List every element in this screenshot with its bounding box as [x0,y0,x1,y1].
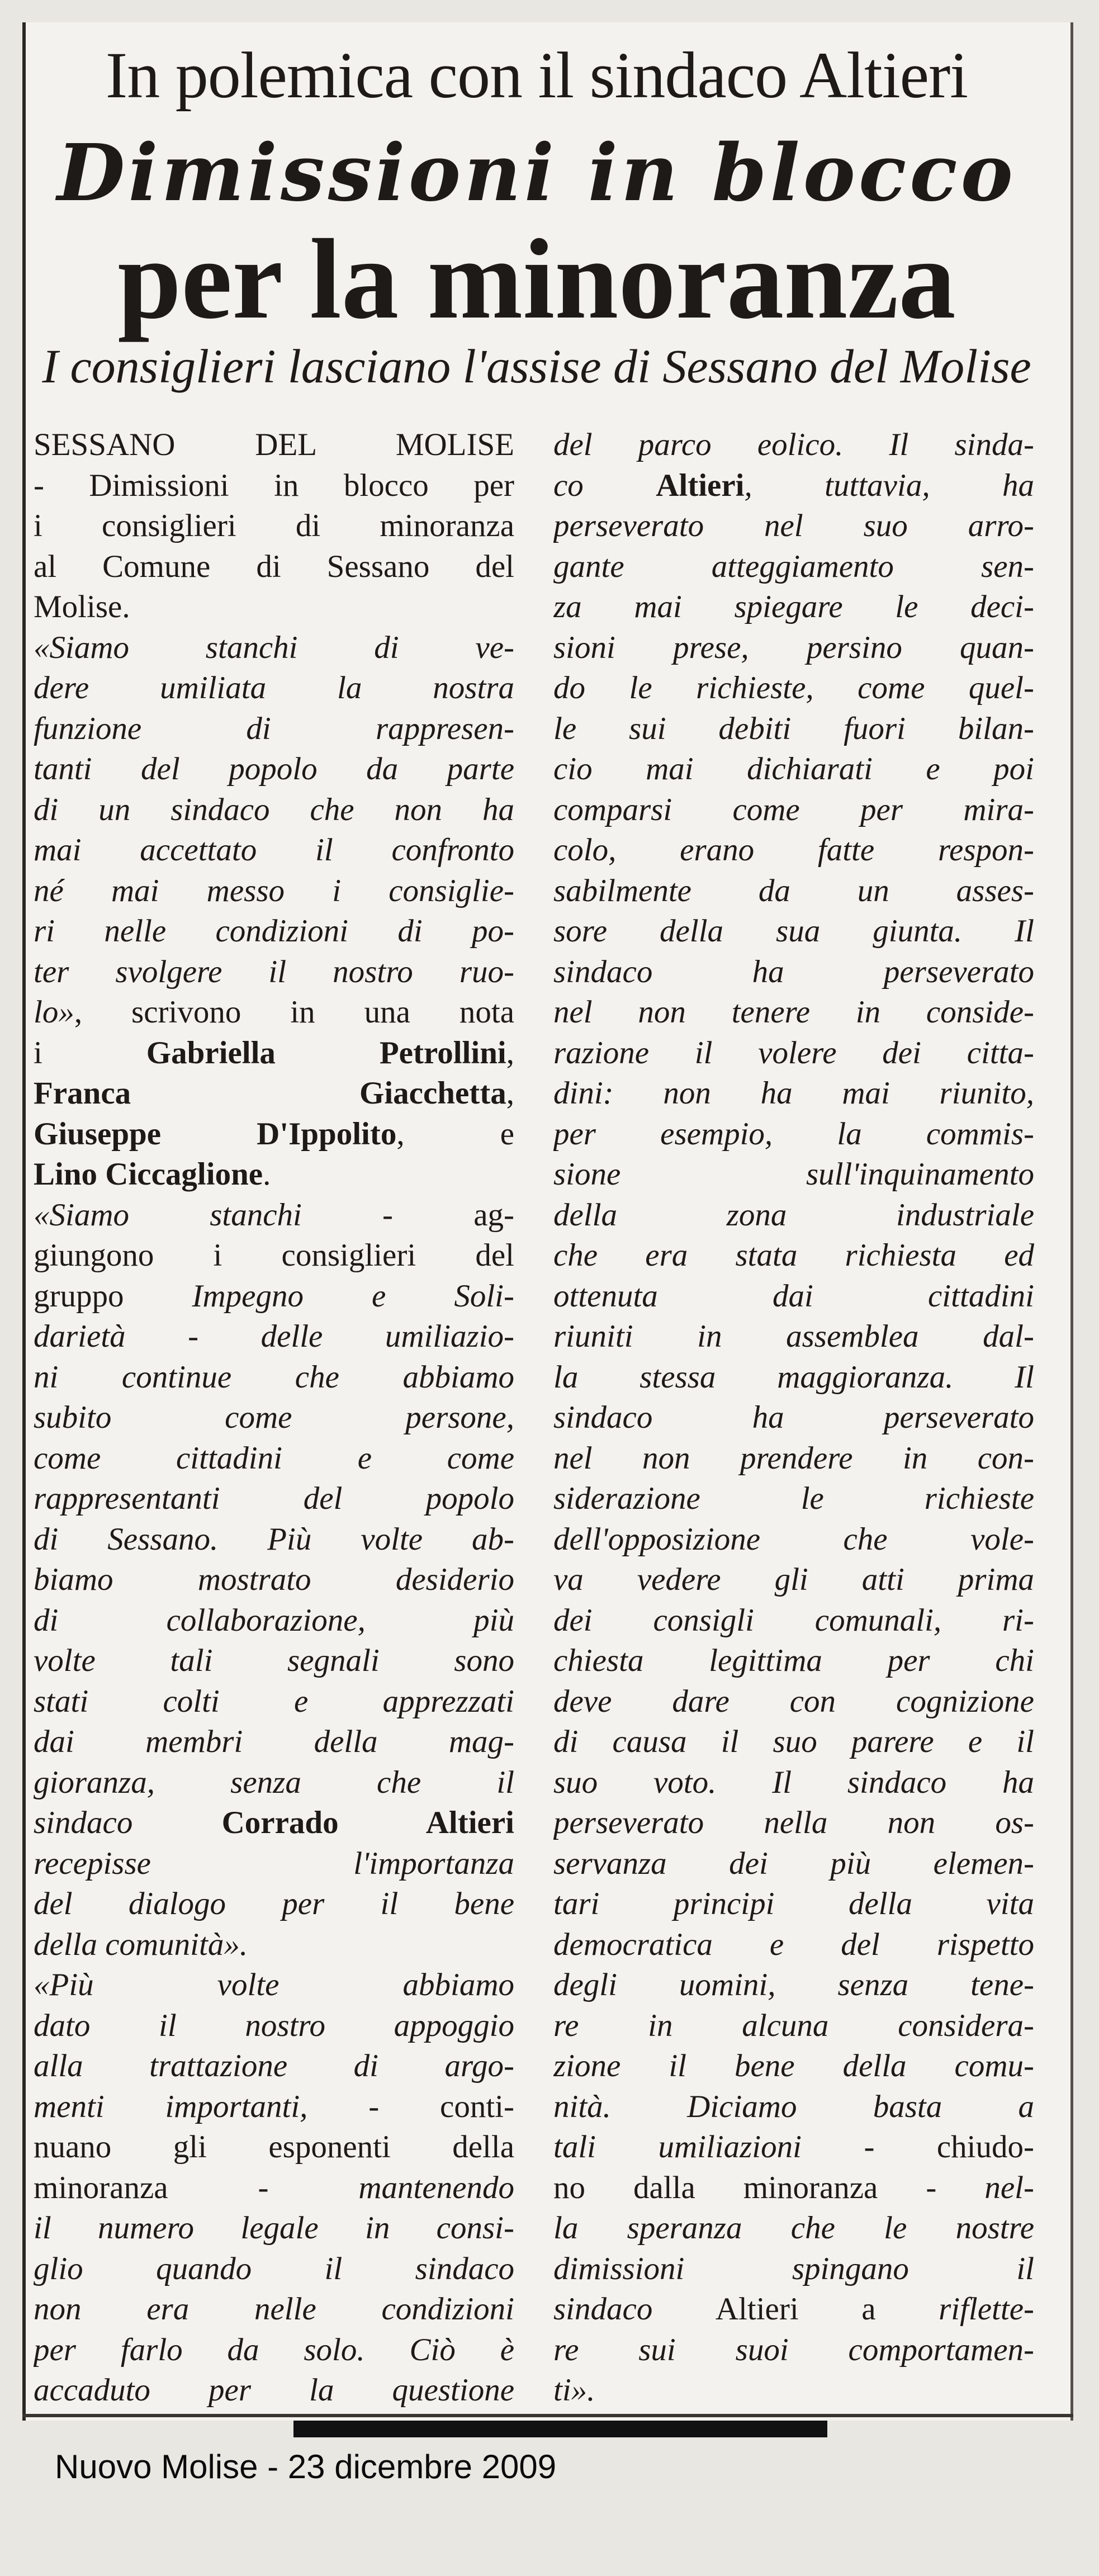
article-text-segment: deve dare con cognizione [553,1683,1034,1719]
article-text-line [553,628,1034,669]
article-text-line [34,1114,514,1155]
article-text-segment: ri nelle condizioni di po- [34,913,514,949]
article-text-line [553,1479,1034,1519]
article-text-line [553,2168,1034,2209]
article-text-line [34,1844,514,1884]
article-text-segment: zione il bene della comu- [553,2048,1034,2083]
article-text-line [553,2370,1034,2411]
article-text-line [34,668,514,709]
article-text-line [34,1154,514,1195]
article-text-line [553,1114,1034,1155]
article-text-segment: lo» [34,995,74,1030]
article-text-line [553,1722,1034,1763]
article-text-line [34,1600,514,1641]
article-text-line [34,587,514,628]
article-text-segment: sione sull'inquinamento [553,1157,1034,1192]
article-text-segment: va vedere gli atti prima [553,1562,1034,1597]
article-text-line [553,1641,1034,1682]
article-text-segment: Franca Giacchetta [34,1076,506,1111]
article-text-line [553,2087,1034,2128]
article-text-line [553,2006,1034,2047]
article-text-line [34,1033,514,1074]
article-text-line [34,506,514,547]
article-text-segment: minoranza - [34,2170,359,2205]
article-text-line [34,2370,514,2411]
article-text-segment: za mai spiegare le deci- [553,589,1034,624]
article-text-line [553,1560,1034,1600]
article-text-segment: sindaco ha perseverato [553,1400,1034,1435]
article-text-line [553,1884,1034,1925]
article-text-line [553,830,1034,871]
article-text-line [553,1763,1034,1803]
article-text-line [34,2046,514,2087]
article-text-line [34,1763,514,1803]
article-text-segment: mantenendo [358,2170,514,2205]
article-text-line [553,790,1034,831]
article-text-segment: di collaborazione, più [34,1602,514,1638]
headline-main: per la minoranza [117,216,956,343]
article-text-segment: dai membri della mag- [34,1724,514,1759]
article-text-segment: colo, erano fatte respon- [553,832,1034,868]
article-text-line [553,2289,1034,2330]
article-text-line [34,1682,514,1722]
article-text-segment: i consiglieri di minoranza [34,508,514,543]
article-text-line [34,2087,514,2128]
article-text-segment: do le richieste, come quel- [553,670,1034,705]
article-text-segment: , scrivono in una nota [74,995,514,1030]
article-text-segment: dini: non ha mai riunito, [553,1076,1034,1111]
article-text-segment: tali umiliazioni [553,2129,802,2165]
article-text-segment: darietà [34,1319,126,1354]
article-text-segment: alla trattazione di argo- [34,2048,514,2083]
article-text-segment: ottenuta dai cittadini [553,1278,1034,1314]
article-text-line [553,2046,1034,2087]
article-text-segment: «Siamo stanchi di ve- [34,629,514,665]
article-text-segment: , [506,1076,514,1111]
article-text-line [553,1682,1034,1722]
article-text-segment: delle umiliazio- [260,1319,514,1354]
article-text-segment: sore della sua giunta. Il [553,913,1034,949]
article-text-segment: dimissioni spingano il [553,2251,1034,2286]
article-text-segment: gruppo [34,1278,192,1314]
article-text-segment: al Comune di Sessano del [34,548,514,584]
article-text-segment: della zona industriale [553,1197,1034,1233]
article-text-line [34,790,514,831]
article-text-segment: sioni prese, persino quan- [553,629,1034,665]
article-text-line [34,2127,514,2168]
article-text-line [34,1438,514,1479]
article-text-segment: nità. Diciamo basta a [553,2089,1034,2124]
clipping-bottom-rule [22,2414,1073,2417]
article-text-segment: re in alcuna considera- [553,2007,1034,2043]
article-text-segment: del parco eolico. Il sinda- [553,427,1034,462]
article-text-segment: Gabriella Petrollini [146,1035,506,1071]
article-text-segment: Giuseppe D'Ippolito [34,1116,397,1152]
article-text-line [553,1235,1034,1276]
article-text-line [34,992,514,1033]
article-text-segment: suo voto. Il sindaco ha [553,1764,1034,1800]
article-text-segment: del dialogo per il bene [34,1886,514,1921]
article-text-segment: sabilmente da un asses- [553,873,1034,908]
article-text-line [34,1398,514,1438]
article-text-segment: - Dimissioni in blocco per [34,467,514,503]
article-text-line [553,1154,1034,1195]
article-text-segment: subito come persone, [34,1400,514,1435]
article-column-right [553,425,1034,2411]
article-text-segment: Corrado Altieri [221,1805,514,1840]
source-caption: Nuovo Molise - 23 dicembre 2009 [55,2448,557,2485]
article-text-segment: razione il volere dei citta- [553,1035,1034,1071]
article-text-segment: riflette- [939,2291,1034,2327]
article-text-segment: SESSANO DEL MOLISE [34,427,514,462]
article-text-line [34,2168,514,2209]
article-text-segment: sindaco [553,2291,716,2327]
article-text-line [34,1965,514,2006]
article-text-segment: siderazione le richieste [553,1481,1034,1516]
article-text-segment: degli uomini, senza tene- [553,1967,1034,2002]
article-text-segment: no dalla minoranza - [553,2170,985,2205]
article-text-segment: glio quando il sindaco [34,2251,514,2286]
article-text-line [553,668,1034,709]
article-text-line [34,1803,514,1844]
article-column-left [34,425,514,2411]
article-text-segment: dere umiliata la nostra [34,670,514,705]
article-text-line [553,1276,1034,1317]
article-text-segment: Altieri a [715,2291,939,2327]
article-text-segment: di causa il suo parere e il [553,1724,1034,1759]
article-text-segment: della comunità». [34,1926,248,1962]
article-text-segment: di Sessano. Più volte ab- [34,1521,514,1557]
article-text-line [34,952,514,993]
article-text-line [34,830,514,871]
article-text-line [34,2006,514,2047]
article-text-segment: . [263,1157,271,1192]
article-text-segment: nel- [984,2170,1034,2205]
article-text-segment: per farlo da solo. Ciò è [34,2332,514,2367]
article-text-line [34,1884,514,1925]
article-text-line [34,911,514,952]
article-text-segment: «Siamo stanchi [34,1197,302,1233]
article-text-line [34,1479,514,1519]
article-text-segment: gante atteggiamento sen- [553,548,1034,584]
article-text-line [553,587,1034,628]
article-text-segment: nuano gli esponenti della [34,2129,514,2165]
article-text-segment: - chiudo- [802,2129,1034,2165]
article-text-segment: sindaco ha perseverato [553,954,1034,989]
article-text-line [553,992,1034,1033]
subheadline: I consiglieri lasciano l'assise di Sessano del Molise [42,339,1031,393]
article-text-segment: come cittadini e come [34,1440,514,1476]
article-text-segment: rappresentanti del popolo [34,1481,514,1516]
article-text-segment: chiesta legittima per chi [553,1643,1034,1678]
article-text-line [553,1398,1034,1438]
article-text-segment: accaduto per la questione [34,2373,514,2408]
article-text-line [553,2249,1034,2290]
article-text-segment: funzione di rappresen- [34,711,514,746]
article-text-line [553,2208,1034,2249]
article-text-segment: non era nelle condizioni [34,2291,514,2327]
article-text-segment: stati colti e apprezzati [34,1683,514,1719]
article-text-line [34,466,514,506]
article-text-segment: ni continue che abbiamo [34,1359,514,1395]
article-text-line [553,911,1034,952]
article-text-line [34,547,514,588]
article-text-line [34,871,514,912]
article-text-segment: recepisse l'importanza [34,1845,514,1881]
article-text-line [34,709,514,750]
article-text-line [34,1560,514,1600]
article-text-line [553,1073,1034,1114]
article-text-segment: - conti- [307,2089,514,2124]
article-text-segment: giungono i consiglieri del [34,1238,514,1273]
article-text-segment: , tuttavia, ha [744,467,1034,503]
article-text-line [34,2289,514,2330]
article-text-line [34,1276,514,1317]
article-text-segment: dato il nostro appoggio [34,2007,514,2043]
headline-secondary: Dimissioni in blocco [57,127,1016,219]
article-text-segment: il numero legale in consi- [34,2210,514,2246]
article-text-segment: le sui debiti fuori bilan- [553,711,1034,746]
article-text-line [553,506,1034,547]
clipping-bottom-bar [293,2421,827,2437]
article-text-line [553,1033,1034,1074]
article-text-line [34,425,514,466]
article-text-line [34,1641,514,1682]
article-text-line [553,871,1034,912]
article-text-segment: i [34,1035,146,1071]
article-text-line [34,1235,514,1276]
article-text-line [34,1722,514,1763]
article-text-segment: la speranza che le nostre [553,2210,1034,2246]
article-text-segment: biamo mostrato desiderio [34,1562,514,1597]
article-text-line [553,1965,1034,2006]
article-text-segment: che era stata richiesta ed [553,1238,1034,1273]
article-text-segment: Lino Ciccaglione [34,1157,263,1192]
article-text-segment: perseverato nel suo arro- [553,508,1034,543]
article-text-segment: nel non tenere in conside- [553,995,1034,1030]
article-text-line [34,1317,514,1357]
article-text-line [553,1803,1034,1844]
article-text-line [34,2208,514,2249]
article-text-line [553,1317,1034,1357]
article-text-segment: «Più volte abbiamo [34,1967,514,2002]
article-text-segment: né mai messo i consiglie- [34,873,514,908]
article-text-line [553,1438,1034,1479]
article-text-line [553,1600,1034,1641]
article-text-line [34,1357,514,1398]
article-text-line [34,2330,514,2371]
article-text-line [553,2330,1034,2371]
article-text-segment: per esempio, la commis- [553,1116,1034,1152]
article-text-line [34,1925,514,1966]
article-text-line [34,2249,514,2290]
article-text-segment: sindaco [34,1805,222,1840]
article-text-segment: ti». [553,2373,595,2408]
article-text-line [553,1519,1034,1560]
article-text-segment: la stessa maggioranza. Il [553,1359,1034,1395]
article-text-segment: Impegno e Soli- [192,1278,514,1314]
article-text-segment: gioranza, senza che il [34,1764,514,1800]
article-text-line [553,1925,1034,1966]
article-text-line [34,628,514,669]
article-text-segment: re sui suoi comportamen- [553,2332,1034,2367]
headline-kicker: In polemica con il sindaco Altieri [105,39,968,112]
article-text-segment: menti importanti, [34,2089,308,2124]
article-text-segment: - [125,1319,261,1354]
article-text-line [553,709,1034,750]
article-text-segment: volte tali segnali sono [34,1643,514,1678]
article-text-segment: Altieri [656,467,745,503]
article-text-line [553,1844,1034,1884]
article-text-line [34,1519,514,1560]
article-text-segment: co [553,467,656,503]
article-text-segment: servanza dei più elemen- [553,1845,1034,1881]
article-text-segment: dell'opposizione che vole- [553,1521,1034,1557]
article-text-segment: , e [396,1116,514,1152]
article-text-segment: riuniti in assemblea dal- [553,1319,1034,1354]
article-text-segment: Molise. [34,589,130,624]
article-text-segment: di un sindaco che non ha [34,792,514,827]
article-text-segment: comparsi come per mira- [553,792,1034,827]
article-text-segment: mai accettato il confronto [34,832,514,868]
article-text-line [553,547,1034,588]
article-text-segment: tari principi della vita [553,1886,1034,1921]
article-text-line [553,749,1034,790]
article-text-segment: democratica e del rispetto [553,1926,1034,1962]
article-text-line [553,2127,1034,2168]
article-text-line [34,1195,514,1236]
article-text-line [553,425,1034,466]
article-text-line [553,1195,1034,1236]
article-text-segment: perseverato nella non os- [553,1805,1034,1840]
article-text-line [34,749,514,790]
article-text-line [553,466,1034,506]
article-text-segment: dei consigli comunali, ri- [553,1602,1034,1638]
article-text-segment: - ag- [301,1197,514,1233]
article-text-line [553,1357,1034,1398]
article-text-line [34,1073,514,1114]
article-text-segment: ter svolgere il nostro ruo- [34,954,514,989]
article-text-line [553,952,1034,993]
article-text-segment: cio mai dichiarati e poi [553,751,1034,787]
article-text-segment: , [506,1035,514,1071]
article-text-segment: tanti del popolo da parte [34,751,514,787]
article-text-segment: nel non prendere in con- [553,1440,1034,1476]
